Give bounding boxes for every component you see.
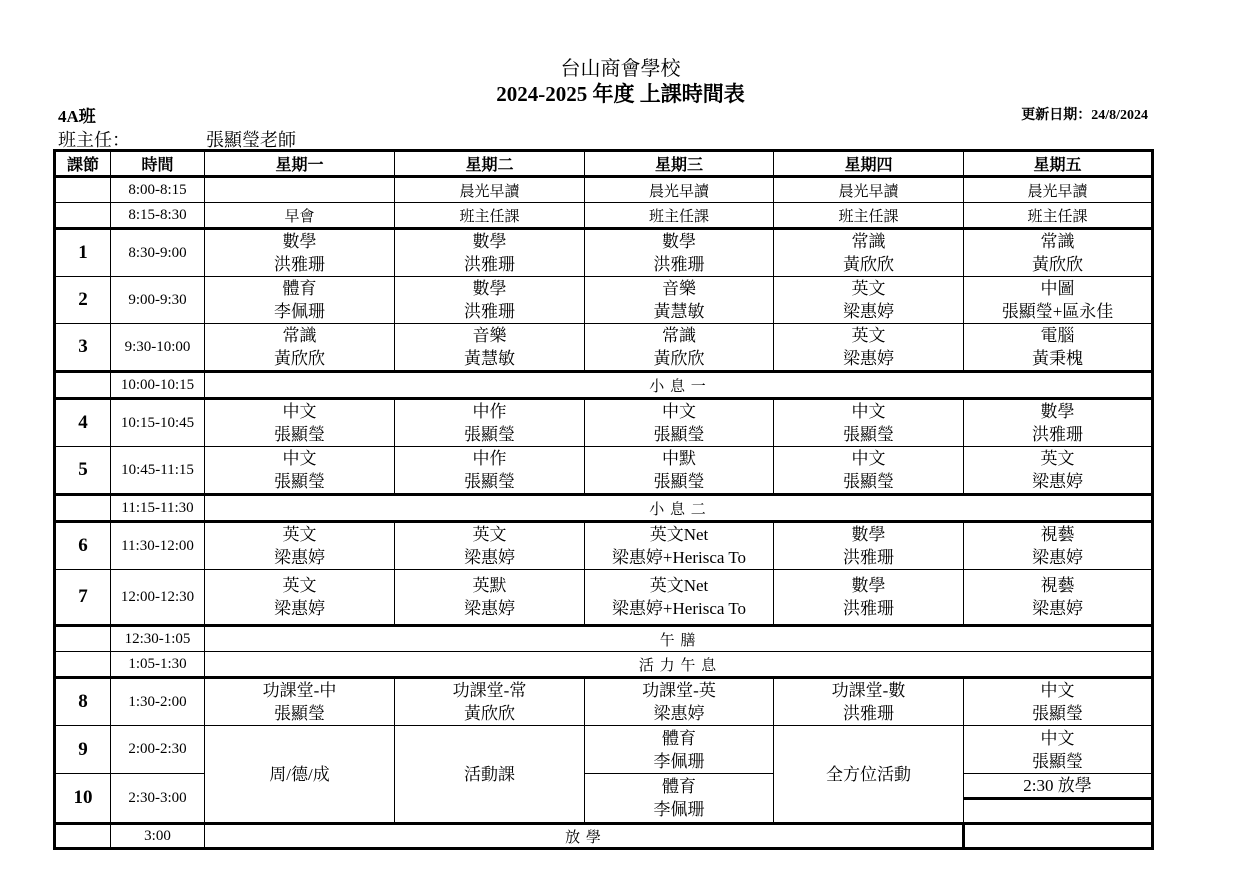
teacher: 張顯瑩 bbox=[1032, 751, 1083, 771]
school-name: 台山商會學校 bbox=[560, 58, 681, 80]
slot-fri bbox=[964, 678, 1153, 726]
slot-mon bbox=[205, 726, 395, 824]
subject: 數學 bbox=[282, 232, 317, 251]
recess-label: 小 息 一 bbox=[205, 372, 1153, 399]
slot-wed: 班主任課 bbox=[585, 203, 774, 229]
time-cell: 2:00-2:30 bbox=[111, 726, 205, 774]
slot-wed bbox=[585, 324, 774, 372]
slot-fri bbox=[964, 447, 1153, 495]
teacher: 洪雅珊 bbox=[843, 599, 894, 618]
rest-label: 活 力 午 息 bbox=[205, 652, 1153, 678]
time-cell: 12:00-12:30 bbox=[111, 570, 205, 626]
slot-fri bbox=[964, 399, 1153, 447]
row-period-1 bbox=[55, 229, 1153, 277]
slot-tue: 晨光早讀 bbox=[395, 177, 585, 203]
slot-fri: 班主任課 bbox=[964, 203, 1153, 229]
period-number: 8 bbox=[55, 678, 111, 726]
teacher: 梁惠婷 bbox=[274, 548, 325, 567]
subject: 中文 bbox=[662, 402, 696, 421]
subject: 音樂 bbox=[662, 279, 696, 298]
col-header-wed: 星期三 bbox=[585, 151, 774, 177]
teacher: 梁惠婷+Herisca To bbox=[611, 599, 747, 618]
slot-mon bbox=[205, 277, 395, 324]
subject: 視藝 bbox=[1040, 576, 1075, 595]
teacher: 梁惠婷 bbox=[653, 704, 705, 723]
slot-wed: 晨光早讀 bbox=[585, 177, 774, 203]
subject: 功課堂-英 bbox=[642, 681, 716, 700]
slot-thu bbox=[774, 522, 964, 570]
col-header-period: 課節 bbox=[55, 151, 111, 177]
slot-wed bbox=[585, 447, 774, 495]
slot-tue bbox=[395, 570, 585, 626]
slot-thu bbox=[774, 229, 964, 277]
slot-mon bbox=[205, 570, 395, 626]
slot-thu: 晨光早讀 bbox=[774, 177, 964, 203]
slot-tue bbox=[395, 399, 585, 447]
subject: 視藝 bbox=[1040, 525, 1075, 544]
teacher: 梁惠婷 bbox=[1032, 599, 1083, 618]
dismissal-note: 2:30 放學 bbox=[964, 774, 1151, 800]
recess-label: 小 息 二 bbox=[205, 495, 1153, 522]
header-row bbox=[55, 151, 1153, 177]
slot-wed bbox=[585, 522, 774, 570]
slot-tue bbox=[395, 277, 585, 324]
slot-wed bbox=[585, 570, 774, 626]
teacher: 洪雅珊 bbox=[843, 704, 894, 723]
col-header-fri: 星期五 bbox=[964, 151, 1153, 177]
teacher: 黃欣欣 bbox=[843, 255, 894, 274]
subject: 英文Net bbox=[649, 576, 709, 595]
period-number: 2 bbox=[55, 277, 111, 324]
teacher: 梁惠婷 bbox=[843, 349, 894, 368]
slot-wed bbox=[585, 678, 774, 726]
row-period-9 bbox=[55, 726, 1153, 774]
row-recess-2 bbox=[55, 495, 1153, 522]
timetable bbox=[53, 149, 1154, 850]
subject: 英文 bbox=[1040, 449, 1075, 468]
col-header-tue: 星期二 bbox=[395, 151, 585, 177]
teacher: 張顯瑩 bbox=[1032, 704, 1083, 723]
time-cell: 11:30-12:00 bbox=[111, 522, 205, 570]
slot-tue bbox=[395, 678, 585, 726]
slot-fri bbox=[964, 522, 1153, 570]
update-date: 更新日期：24/8/2024 bbox=[1021, 108, 1148, 123]
row-morning-reading bbox=[55, 177, 1153, 203]
subject: 中文 bbox=[282, 449, 317, 468]
slot-thu bbox=[774, 324, 964, 372]
subject: 中文 bbox=[1040, 681, 1075, 700]
teacher: 梁惠婷 bbox=[843, 302, 894, 321]
slot-fri bbox=[964, 726, 1153, 774]
empty-cell bbox=[964, 824, 1153, 849]
teacher: 黃欣欣 bbox=[1032, 255, 1083, 274]
slot-mon bbox=[205, 678, 395, 726]
teacher: 張顯瑩 bbox=[464, 472, 515, 491]
teacher: 洪雅珊 bbox=[464, 255, 515, 274]
subject: 英文 bbox=[282, 576, 317, 595]
row-lunch bbox=[55, 626, 1153, 652]
subject: 常識 bbox=[1040, 232, 1075, 251]
slot-tue bbox=[395, 447, 585, 495]
slot-fri bbox=[964, 774, 1153, 824]
subject: 數學 bbox=[472, 232, 507, 251]
teacher: 梁惠婷+Herisca To bbox=[611, 548, 747, 567]
period-number: 10 bbox=[55, 774, 111, 824]
activity: 活動課 bbox=[464, 764, 515, 784]
dismissal-label: 放 學 bbox=[205, 824, 964, 849]
slot-wed bbox=[585, 774, 774, 824]
subject: 功課堂-中 bbox=[262, 681, 337, 700]
subject: 中默 bbox=[662, 449, 696, 468]
teacher: 張顯瑩 bbox=[274, 425, 325, 444]
col-header-time: 時間 bbox=[111, 151, 205, 177]
period-number: 7 bbox=[55, 570, 111, 626]
time-cell: 8:15-8:30 bbox=[111, 203, 205, 229]
slot-tue bbox=[395, 522, 585, 570]
time-cell: 10:45-11:15 bbox=[111, 447, 205, 495]
teacher: 梁惠婷 bbox=[464, 548, 515, 567]
slot-fri: 晨光早讀 bbox=[964, 177, 1153, 203]
teacher: 梁惠婷 bbox=[1032, 472, 1083, 491]
slot-thu bbox=[774, 726, 964, 824]
subject: 中圖 bbox=[1040, 279, 1075, 298]
row-period-4 bbox=[55, 399, 1153, 447]
teacher: 洪雅珊 bbox=[1032, 425, 1083, 444]
time-cell: 2:30-3:00 bbox=[111, 774, 205, 824]
subject: 數學 bbox=[662, 232, 696, 251]
slot-mon bbox=[205, 522, 395, 570]
slot-tue: 班主任課 bbox=[395, 203, 585, 229]
teacher: 梁惠婷 bbox=[274, 599, 325, 618]
subject: 英默 bbox=[472, 576, 507, 595]
subject: 英文 bbox=[472, 525, 507, 544]
row-dismissal bbox=[55, 824, 1153, 849]
row-recess-1 bbox=[55, 372, 1153, 399]
teacher: 李佩珊 bbox=[653, 800, 705, 819]
time-cell: 10:15-10:45 bbox=[111, 399, 205, 447]
slot-tue bbox=[395, 229, 585, 277]
teacher: 洪雅珊 bbox=[464, 302, 515, 321]
timetable-title: 2024-2025 年度 上課時間表 bbox=[496, 82, 745, 106]
subject: 常識 bbox=[282, 326, 317, 345]
time-cell: 12:30-1:05 bbox=[111, 626, 205, 652]
row-period-7 bbox=[55, 570, 1153, 626]
teacher: 黃欣欣 bbox=[653, 349, 705, 368]
teacher: 黃欣欣 bbox=[274, 349, 325, 368]
time-cell: 9:00-9:30 bbox=[111, 277, 205, 324]
slot-fri bbox=[964, 277, 1153, 324]
subject: 體育 bbox=[662, 777, 696, 796]
slot-thu bbox=[774, 399, 964, 447]
subject: 中文 bbox=[282, 402, 317, 421]
time-cell: 1:05-1:30 bbox=[111, 652, 205, 678]
subject: 英文 bbox=[851, 279, 886, 298]
period-number: 6 bbox=[55, 522, 111, 570]
teacher: 梁惠婷 bbox=[464, 599, 515, 618]
teacher: 黃欣欣 bbox=[464, 704, 515, 723]
class-teacher-label: 班主任： bbox=[58, 130, 130, 150]
teacher: 張顯瑩 bbox=[653, 472, 705, 491]
slot-mon bbox=[205, 447, 395, 495]
subject: 英文 bbox=[282, 525, 317, 544]
teacher: 黃秉槐 bbox=[1032, 349, 1083, 368]
teacher: 張顯瑩 bbox=[274, 472, 325, 491]
slot-wed bbox=[585, 399, 774, 447]
teacher: 梁惠婷 bbox=[1032, 548, 1083, 567]
subject: 中文 bbox=[851, 449, 886, 468]
teacher: 張顯瑩 bbox=[274, 704, 325, 723]
teacher: 張顯瑩 bbox=[464, 425, 515, 444]
time-cell: 3:00 bbox=[111, 824, 205, 849]
class-teacher-name: 張顯瑩老師 bbox=[206, 130, 296, 150]
slot-thu bbox=[774, 570, 964, 626]
slot-mon bbox=[205, 324, 395, 372]
period-number: 3 bbox=[55, 324, 111, 372]
row-period-2 bbox=[55, 277, 1153, 324]
row-period-6 bbox=[55, 522, 1153, 570]
subject: 中文 bbox=[1040, 728, 1075, 748]
subject: 電腦 bbox=[1040, 326, 1075, 345]
lunch-label: 午 膳 bbox=[205, 626, 1153, 652]
subject: 數學 bbox=[1040, 402, 1075, 421]
subject: 中作 bbox=[472, 402, 507, 421]
slot-mon: 早會 bbox=[205, 203, 395, 229]
teacher: 張顯瑩 bbox=[843, 425, 894, 444]
period-number: 5 bbox=[55, 447, 111, 495]
subject: 數學 bbox=[472, 279, 507, 298]
period-number: 9 bbox=[55, 726, 111, 774]
subject: 數學 bbox=[851, 525, 886, 544]
time-cell: 11:15-11:30 bbox=[111, 495, 205, 522]
subject: 數學 bbox=[851, 576, 886, 595]
col-header-thu: 星期四 bbox=[774, 151, 964, 177]
teacher: 李佩珊 bbox=[274, 302, 325, 321]
slot-mon bbox=[205, 399, 395, 447]
teacher: 張顯瑩 bbox=[843, 472, 894, 491]
period-number: 4 bbox=[55, 399, 111, 447]
row-lunch-rest bbox=[55, 652, 1153, 678]
slot-thu bbox=[774, 277, 964, 324]
teacher: 李佩珊 bbox=[653, 751, 705, 771]
slot-fri bbox=[964, 570, 1153, 626]
row-period-3 bbox=[55, 324, 1153, 372]
activity: 全方位活動 bbox=[826, 764, 911, 784]
slot-wed bbox=[585, 726, 774, 774]
teacher: 洪雅珊 bbox=[653, 255, 705, 274]
time-cell: 8:30-9:00 bbox=[111, 229, 205, 277]
teacher: 洪雅珊 bbox=[843, 548, 894, 567]
period-number: 1 bbox=[55, 229, 111, 277]
time-cell: 9:30-10:00 bbox=[111, 324, 205, 372]
subject: 體育 bbox=[282, 279, 317, 298]
slot-mon bbox=[205, 177, 395, 203]
time-cell: 10:00-10:15 bbox=[111, 372, 205, 399]
row-period-8 bbox=[55, 678, 1153, 726]
activity: 周/德/成 bbox=[269, 764, 330, 784]
class-name: 4A班 bbox=[58, 107, 96, 126]
slot-thu bbox=[774, 678, 964, 726]
subject: 功課堂-數 bbox=[831, 681, 906, 700]
subject: 英文Net bbox=[649, 525, 709, 544]
slot-mon bbox=[205, 229, 395, 277]
slot-wed bbox=[585, 277, 774, 324]
subject: 中作 bbox=[472, 449, 507, 468]
slot-tue bbox=[395, 324, 585, 372]
subject: 體育 bbox=[662, 728, 696, 748]
teacher: 黃慧敏 bbox=[464, 349, 515, 368]
subject: 音樂 bbox=[472, 326, 507, 345]
teacher: 張顯瑩+區永佳 bbox=[1001, 302, 1114, 321]
slot-tue bbox=[395, 726, 585, 824]
slot-wed bbox=[585, 229, 774, 277]
slot-thu: 班主任課 bbox=[774, 203, 964, 229]
slot-fri bbox=[964, 324, 1153, 372]
subject: 中文 bbox=[851, 402, 886, 421]
slot-fri bbox=[964, 229, 1153, 277]
row-assembly bbox=[55, 203, 1153, 229]
subject: 英文 bbox=[851, 326, 886, 345]
subject: 功課堂-常 bbox=[452, 681, 527, 700]
col-header-mon: 星期一 bbox=[205, 151, 395, 177]
subject: 常識 bbox=[662, 326, 696, 345]
teacher: 洪雅珊 bbox=[274, 255, 325, 274]
teacher: 黃慧敏 bbox=[653, 302, 705, 321]
time-cell: 8:00-8:15 bbox=[111, 177, 205, 203]
slot-thu bbox=[774, 447, 964, 495]
row-period-5 bbox=[55, 447, 1153, 495]
teacher: 張顯瑩 bbox=[653, 425, 705, 444]
subject: 常識 bbox=[851, 232, 886, 251]
time-cell: 1:30-2:00 bbox=[111, 678, 205, 726]
